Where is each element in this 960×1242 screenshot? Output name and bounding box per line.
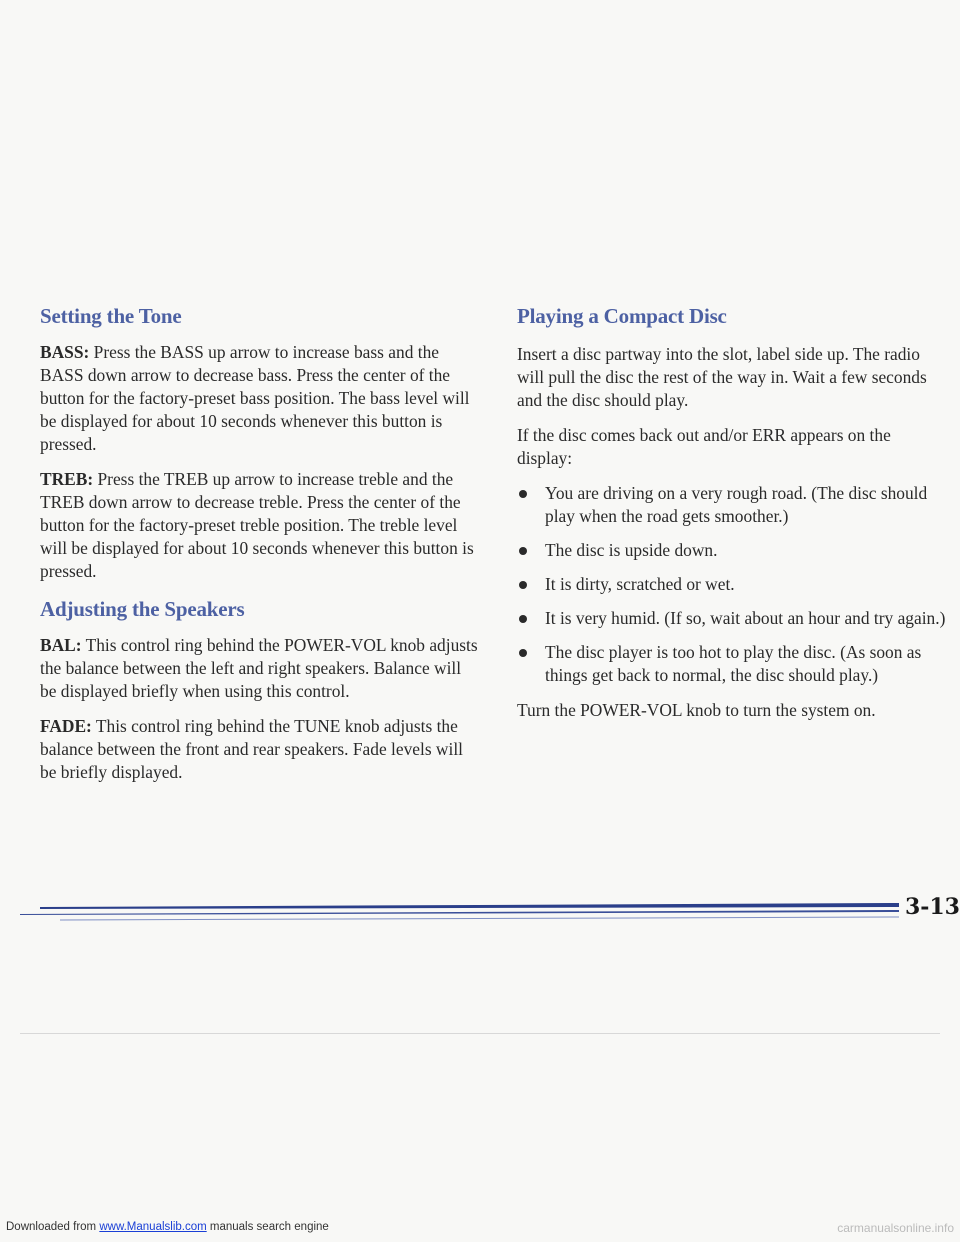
footer — [6, 1221, 954, 1233]
fade-text: This control ring behind the TUNE knob adjusts the balance between the front and rear speakers. Fade levels will be briefly displayed. — [40, 716, 463, 782]
bal-text: This control ring behind the POWER-VOL knob adjusts the balance between the left and right speakers. Balance will be displayed briefly when using this control. — [40, 635, 478, 701]
manualslib-link[interactable]: www.Manualslib.com — [99, 1221, 207, 1233]
bullet-icon — [519, 547, 527, 555]
fade-paragraph — [40, 715, 480, 784]
watermark-text: carmanualsonline.info — [837, 1221, 954, 1235]
list-item: You are driving on a very rough road. (The disc should play when the road gets smoother.) — [517, 482, 947, 528]
bullet-icon — [519, 490, 527, 498]
treb-paragraph — [40, 468, 480, 583]
bullet-icon — [519, 649, 527, 657]
section-heading-compact-disc: Playing a Compact Disc — [517, 304, 727, 328]
footer-prefix: Downloaded from — [6, 1221, 100, 1233]
err-paragraph: If the disc comes back out and/or ERR appears on the display: — [517, 425, 891, 468]
bal-paragraph — [40, 634, 480, 703]
right-column — [517, 304, 947, 734]
left-column — [40, 304, 480, 796]
list-item: It is dirty, scratched or wet. — [517, 573, 947, 596]
page-rule — [0, 877, 960, 947]
section-heading-adjusting-speakers: Adjusting the Speakers — [40, 597, 245, 621]
list-item: The disc is upside down. — [517, 539, 947, 562]
fade-term: FADE: — [40, 716, 92, 736]
list-item: It is very humid. (If so, wait about an hour and try again.) — [517, 607, 947, 630]
section-heading-setting-tone: Setting the Tone — [40, 304, 182, 328]
footer-suffix: manuals search engine — [206, 1221, 329, 1233]
bullet-icon — [519, 615, 527, 623]
bal-term: BAL: — [40, 635, 82, 655]
bass-paragraph — [40, 341, 480, 456]
rule-lines — [0, 877, 960, 947]
bass-text: Press the BASS up arrow to increase bass and the BASS down arrow to decrease bass. Press the center of the button for the factory-preset bass position. The bass level will be displayed for about 10 seconds whenever this button is pressed. — [40, 342, 470, 454]
power-on-paragraph: Turn the POWER-VOL knob to turn the system on. — [517, 700, 876, 720]
treb-term: TREB: — [40, 469, 94, 489]
treb-text: Press the TREB up arrow to increase treble and the TREB down arrow to decrease treble. Press the center of the button for the factory-preset treble position. The treble level will be displayed for about 10 seconds whenever this button is pressed. — [40, 469, 474, 581]
bullet-icon — [519, 581, 527, 589]
list-item: The disc player is too hot to play the disc. (As soon as things get back to normal, the disc should play.) — [517, 641, 947, 687]
divider — [20, 1033, 940, 1034]
insert-disc-paragraph: Insert a disc partway into the slot, label side up. The radio will pull the disc the rest of the way in. Wait a few seconds and the disc should play. — [517, 344, 927, 410]
disc-problem-list — [517, 482, 947, 687]
bass-term: BASS: — [40, 342, 90, 362]
page-number: 3-13 — [899, 894, 960, 920]
